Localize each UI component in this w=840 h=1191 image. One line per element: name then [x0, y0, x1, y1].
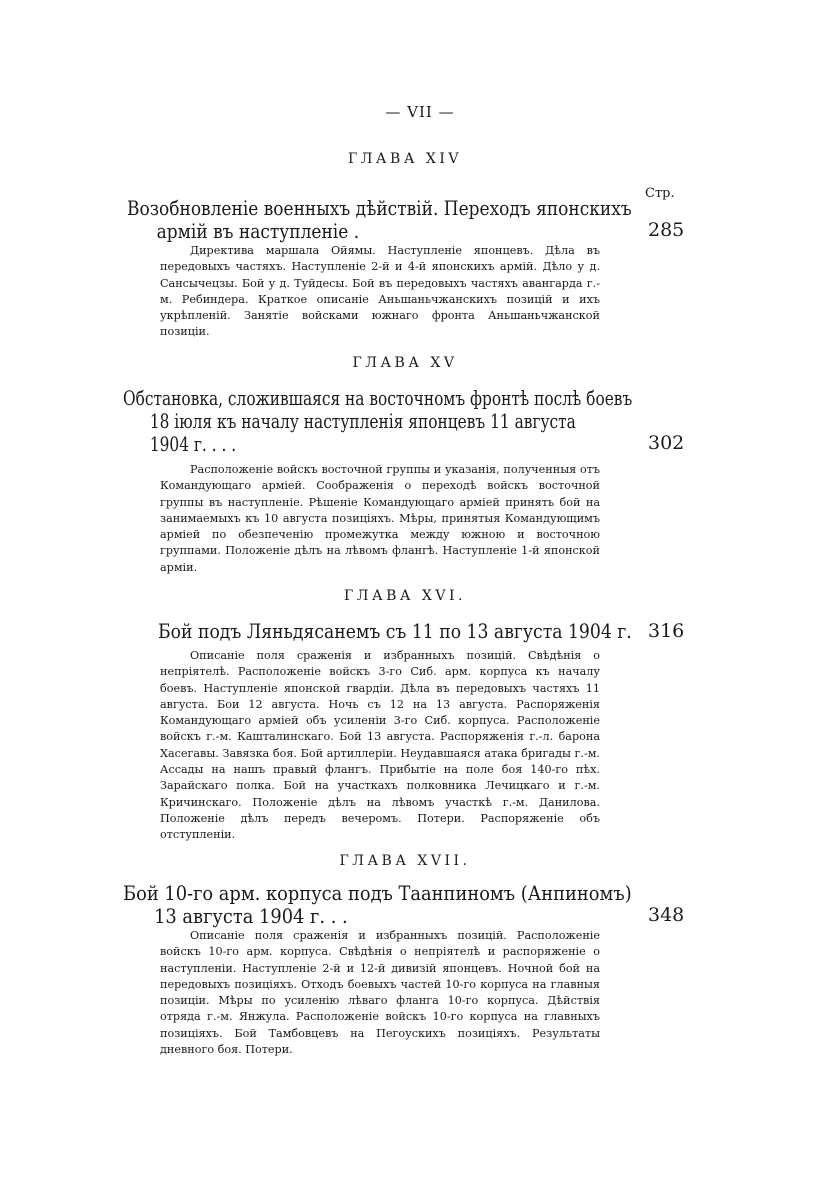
chapter-summary — [160, 243, 600, 341]
chapter-summary-text: Расположеніе войскъ восточной группы и указанія, полученныя отъ Командующаго арміей. Соображенія о переходѣ войскъ восточной группы въ наступленіе. Рѣшеніе Командующаго арміей принять бой на занимаемыхъ къ 10 августа позиціяхъ. Мѣры, принятыя Командующимъ арміей по обезпеченію промежутка между южною и восточною группами. Положеніе дѣлъ на лѣвомъ флангѣ. Наступленіе 1-й японской арміи. — [160, 463, 600, 574]
chapter-title — [158, 620, 632, 643]
chapter-page-number: 285 — [648, 219, 685, 241]
chapter-heading: ГЛАВА XIV — [347, 151, 462, 167]
chapter-title-line: Обстановка, сложившаяся на восточномъ фронтѣ послѣ боевъ — [123, 387, 633, 410]
chapter-title-line: Бой 10-го арм. корпуса подъ Таанпиномъ (Анпиномъ) — [123, 882, 632, 905]
chapter-summary-text: Директива маршала Ойямы. Наступленіе японцевъ. Дѣла въ передовыхъ частяхъ. Наступленіе 2-й и 4-й японскихъ армій. Дѣло у д. Сансычецзы. Бой у д. Туйдесы. Бой въ передовыхъ частяхъ авангарда г.-м. Ребиндера. Краткое описаніе Аньшаньчжанскихъ позицій и ихъ укрѣпленій. Занятіе войсками южнаго фронта Аньшаньчжанской позиціи. — [160, 244, 600, 339]
chapter-summary — [160, 462, 600, 576]
page-column-label: Стр. — [645, 186, 675, 201]
chapter-summary-text: Описаніе поля сраженія и избранныхъ позицій. Расположеніе войскъ 10-го арм. корпуса. Свѣдѣнія о непріятелѣ и распоряженіе о наступленіи. Наступленіе 2-й и 12-й дивизій японцевъ. Ночной бой на передовыхъ позиціяхъ. Отходъ боевыхъ частей 10-го корпуса на главныя позиціи. Мѣры по усиленію лѣваго фланга 10-го корпуса. Дѣйствія отряда г.-м. Янжула. Расположеніе войскъ 10-го корпуса на главныхъ позиціяхъ. Бой Тамбовцевъ на Пегоускихъ позиціяхъ. Результаты дневного боя. Потери. — [160, 929, 600, 1057]
chapter-title-line: армій въ наступленіе . — [156, 220, 360, 243]
chapter-title-line: 1904 г. . . . — [149, 433, 237, 456]
chapter-title — [123, 882, 632, 928]
chapter-title-line: 18 іюля къ началу наступленія японцевъ 11 августа — [149, 410, 576, 433]
chapter-heading: ГЛАВА XVI. — [344, 588, 466, 604]
chapter-heading: ГЛАВА XV — [352, 355, 458, 371]
chapter-summary — [160, 648, 600, 844]
chapter-title — [127, 197, 632, 243]
page-number: — VII — — [385, 103, 455, 121]
chapter-title — [123, 387, 632, 456]
chapter-page-number: 302 — [648, 432, 685, 454]
chapter-summary — [160, 928, 600, 1058]
chapter-page-number: 316 — [648, 620, 685, 642]
chapter-title-line: Возобновленіе военныхъ дѣйствій. Переходъ японскихъ — [127, 197, 632, 220]
chapter-heading: ГЛАВА XVII. — [339, 853, 471, 869]
chapter-title-line: 13 августа 1904 г. . . — [154, 905, 348, 928]
chapter-summary-text: Описаніе поля сраженія и избранныхъ позицій. Свѣдѣнія о непріятелѣ. Расположеніе войскъ 3-го Сиб. арм. корпуса къ началу боевъ. Наступленіе японской гвардіи. Дѣла въ передовыхъ частяхъ 11 августа. Бои 12 августа. Ночь съ 12 на 13 августа. Распоряженія Командующаго арміей объ усиленіи 3-го Сиб. корпуса. Расположеніе войскъ г.-м. Кашталинскаго. Бой 13 августа. Распоряженія г.-л. барона Хасегавы. Завязка боя. Бой артиллеріи. Неудавшаяся атака бригады г.-м. Ассады на нашъ правый флангъ. Прибытіе на поле боя 140-го пѣх. Зарайскаго полка. Бой на участкахъ полковника Лечицкаго и г.-м. Кричинскаго. Положеніе дѣлъ на лѣвомъ участкѣ г.-м. Данилова. Положеніе дѣлъ передъ вечеромъ. Потери. Распоряженіе объ отступленіи. — [160, 649, 600, 842]
chapter-title-line: Бой подъ Ляньдясанемъ съ 11 по 13 августа 1904 г. — [158, 620, 632, 643]
chapter-page-number: 348 — [648, 904, 685, 926]
